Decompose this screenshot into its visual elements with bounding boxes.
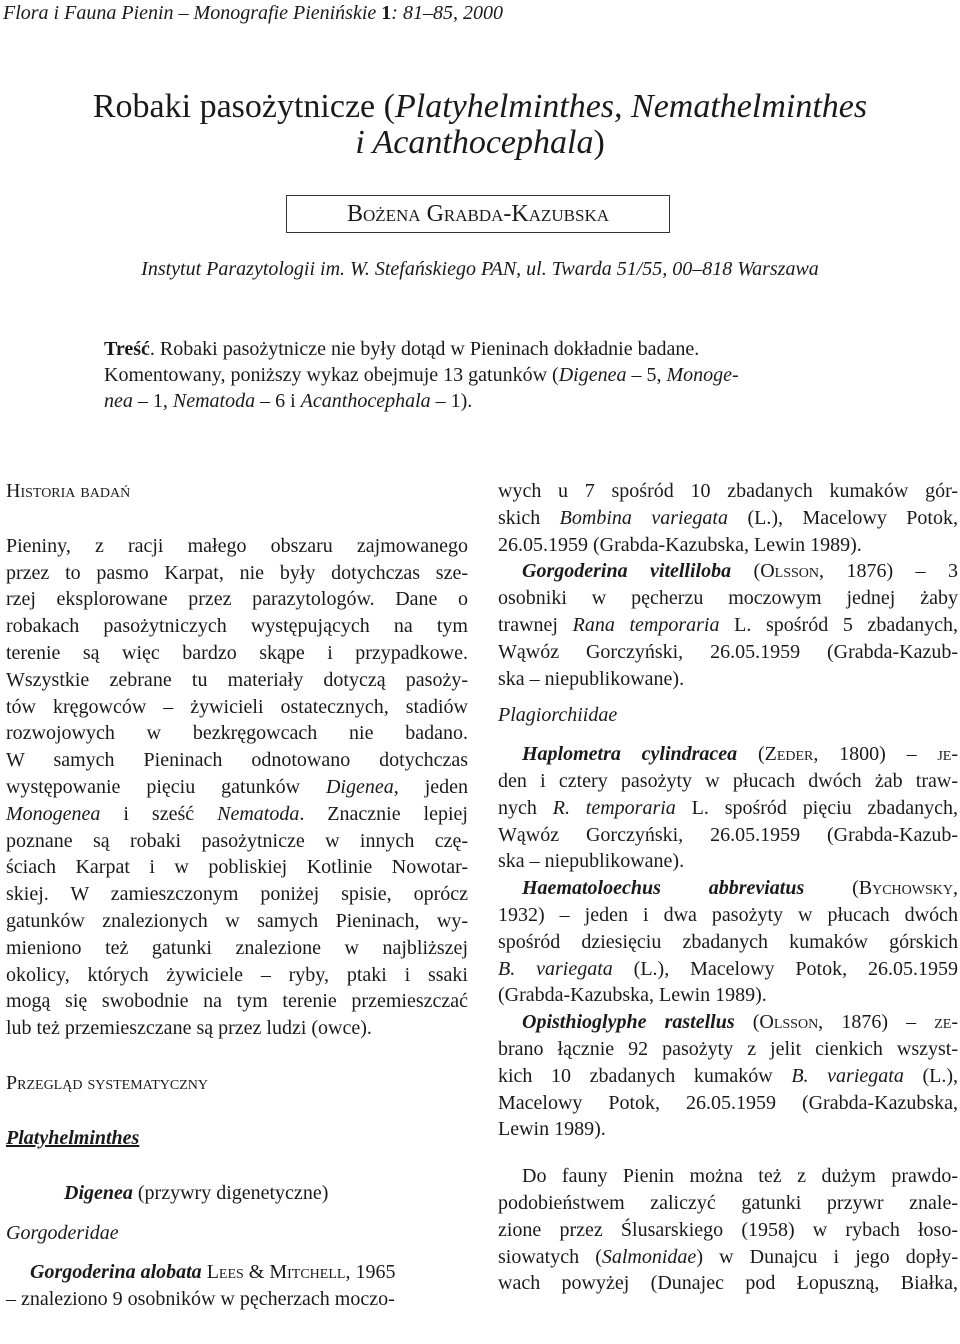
text-line: skich Bombina variegata (L.), Macelowy Potok, xyxy=(498,506,958,529)
text-line: przez to pasmo Karpat, nie były dotychczas sze- xyxy=(6,561,468,584)
text-line: 1932) – jeden i dwa pasożyty w płucach dwóch xyxy=(498,903,958,926)
text-line: występowanie pięciu gatunków Digenea, jeden xyxy=(6,775,468,798)
text-line: ska – niepublikowane). xyxy=(498,667,685,690)
text-line: nych R. temporaria L. spośród pięciu zbadanych, xyxy=(498,796,958,819)
text-line: gatunków znalezionych w samych Pieninach, wy- xyxy=(6,909,468,932)
species-entry: Haplometra cylindracea (Zeder, 1800) – je- xyxy=(522,743,958,766)
text-line: Wąwóz Gorczyński, 26.05.1959 (Grabda-Kazub- xyxy=(498,823,958,846)
abstract-line-2: Komentowany, poniższy wykaz obejmuje 13 gatunków (Digenea – 5, Monoge- xyxy=(104,364,739,386)
text-line: ska – niepublikowane). xyxy=(498,850,685,873)
text-line: mogą się swobodnie na tym terenie przemieszczać xyxy=(6,990,468,1013)
text-line: siowatych (Salmonidae) w Dunajcu i jego dopły- xyxy=(498,1245,958,1268)
text-line: Pieniny, z racji małego obszaru zajmowanego xyxy=(6,534,468,557)
species-entry: Gorgoderina alobata Lees & Mitchell, 1965 xyxy=(30,1261,396,1284)
text-line: skiej. W zamieszczonym poniżej spisie, oprócz xyxy=(6,883,468,906)
text-line: osobniki w pęcherzu moczowym jednej żaby xyxy=(498,587,958,610)
class-heading: Digenea (przywry digenetyczne) xyxy=(64,1181,329,1204)
abstract-line-3: nea – 1, Nematoda – 6 i Acanthocephala – 1). xyxy=(104,390,473,412)
text-line: robakach pasożytniczych występujących na tym xyxy=(6,615,468,638)
text-line: wach powyżej (Dunajec pod Łopuszną, Białka, xyxy=(498,1272,958,1295)
right-column xyxy=(498,478,958,1297)
text-line: trawnej Rana temporaria L. spośród 5 zbadanych, xyxy=(498,613,958,636)
article-title-line-1: Robaki pasożytnicze (Platyhelminthes, Nemathelminthes xyxy=(92,88,868,125)
text-line: – znaleziono 9 osobników w pęcherzach moczo- xyxy=(6,1287,395,1310)
journal-header: Flora i Fauna Pienin – Monografie Pienińskie 1: 81–85, 2000 xyxy=(3,2,503,24)
species-entry: Haematoloechus abbreviatus (Bychowsky, xyxy=(522,877,958,900)
text-line: den i cztery pasożyty w płucach dwóch żab traw- xyxy=(498,769,958,792)
article-title-line-2: i Acanthocephala) xyxy=(355,124,605,161)
text-line: rzej eksplorowane przez parazytologów. Dane o xyxy=(6,588,468,611)
text-line: (Grabda-Kazubska, Lewin 1989). xyxy=(498,984,767,1007)
phylum-heading: Platyhelminthes xyxy=(6,1126,140,1149)
text-line: kich 10 zbadanych kumaków B. variegata (L.), xyxy=(498,1064,958,1087)
species-entry: Opisthioglyphe rastellus (Olsson, 1876) – ze- xyxy=(522,1011,958,1034)
text-line: spośród dziesięciu zbadanych kumaków górskich xyxy=(498,930,958,953)
text-line: Lewin 1989). xyxy=(498,1118,606,1141)
text-line: W samych Pieninach odnotowano dotychczas xyxy=(6,749,468,772)
section-heading-przeglad: Przegląd systematyczny xyxy=(6,1071,209,1094)
text-line: lub też przemieszczane są przez ludzi (owce). xyxy=(6,1017,372,1040)
author-name: Bożena Grabda-Kazubska xyxy=(286,195,670,233)
text-line: tów kręgowców – żywicieli ostatecznych, stadiów xyxy=(6,695,468,718)
text-line: podobieństwem zaliczyć gatunki przywr znale- xyxy=(498,1191,958,1214)
text-line: Monogenea i sześć Nematoda. Znacznie lepiej xyxy=(6,802,468,825)
text-line: rozwojowych w bezkręgowcach nie badano. xyxy=(6,722,468,745)
species-entry: Gorgoderina vitelliloba (Olsson, 1876) – 3 xyxy=(522,560,958,583)
text-line: terenie są więc bardzo skąpe i przypadkowe. xyxy=(6,641,468,664)
text-line: mieniono też gatunki znalezione w najbliższej xyxy=(6,936,468,959)
text-line: okolicy, których żywiciele – ryby, ptaki i ssaki xyxy=(6,963,468,986)
section-heading-historia: Historia badań xyxy=(6,480,131,502)
text-line: poznane są robaki pasożytnicze w innych czę- xyxy=(6,829,468,852)
text-line: 26.05.1959 (Grabda-Kazubska, Lewin 1989). xyxy=(498,533,862,556)
affiliation: Instytut Parazytologii im. W. Stefańskiego PAN, ul. Twarda 51/55, 00–818 Warszawa xyxy=(141,258,819,280)
family-heading: Plagiorchiidae xyxy=(498,704,618,727)
family-heading: Gorgoderidae xyxy=(6,1222,119,1245)
text-line: Wąwóz Gorczyński, 26.05.1959 (Grabda-Kazub- xyxy=(498,640,958,663)
text-line: Macelowy Potok, 26.05.1959 (Grabda-Kazubska, xyxy=(498,1091,958,1114)
text-line: Do fauny Pienin można też z dużym prawdo- xyxy=(522,1165,958,1188)
text-line: wych u 7 spośród 10 zbadanych kumaków gór- xyxy=(498,480,958,502)
text-line: brano łącznie 92 pasożyty z jelit cienkich wszyst- xyxy=(498,1037,958,1060)
abstract-line-1: Treść. Robaki pasożytnicze nie były dotąd w Pieninach dokładnie badane. xyxy=(104,338,700,360)
left-column xyxy=(6,478,468,1313)
text-line: ściach Karpat i w pobliskiej Kotlinie Nowotar- xyxy=(6,856,468,879)
text-line: Wszystkie zebrane tu materiały dotyczą pasoży- xyxy=(6,668,468,691)
text-line: B. variegata (L.), Macelowy Potok, 26.05.1959 xyxy=(498,957,958,980)
text-line: zione przez Ślusarskiego (1958) w rybach łoso- xyxy=(498,1218,958,1241)
